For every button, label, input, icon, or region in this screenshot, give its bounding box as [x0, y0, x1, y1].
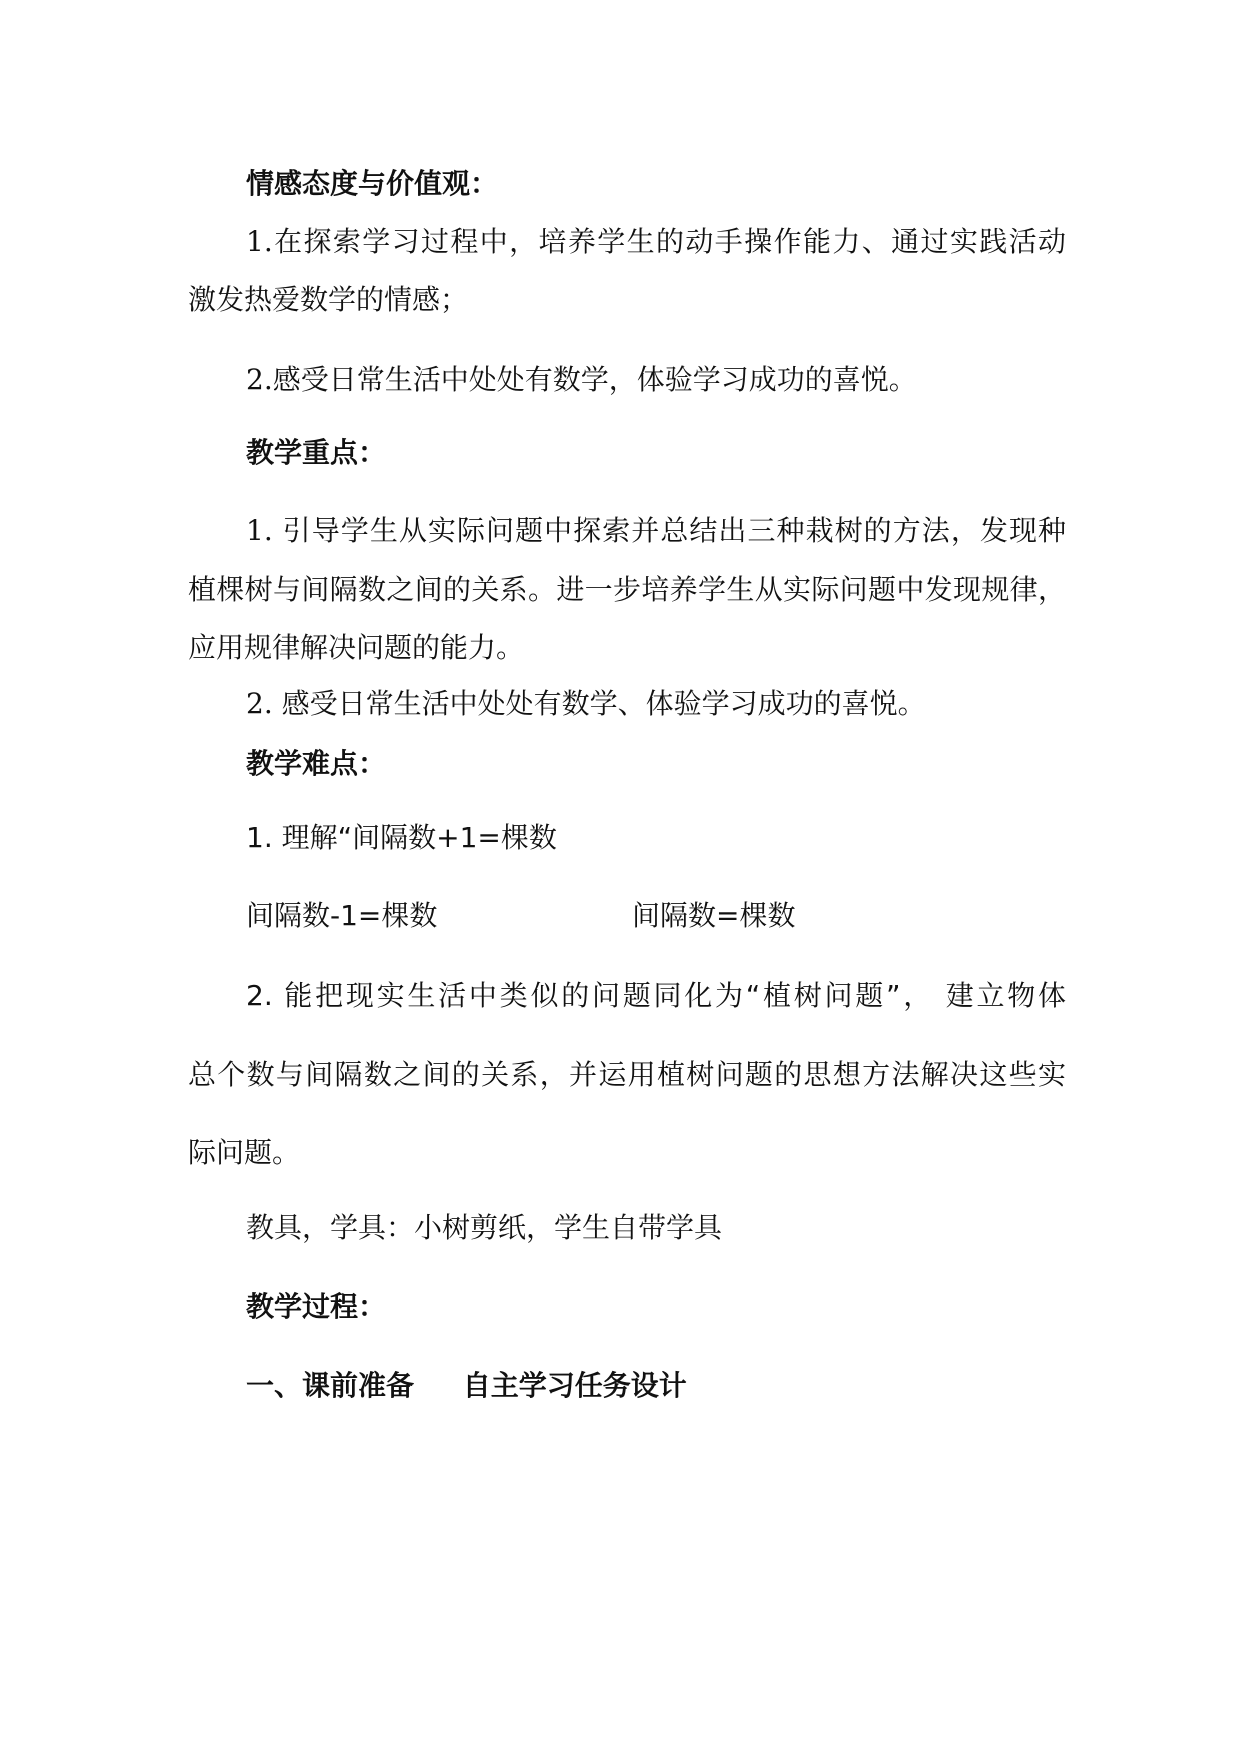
- process-step1: 一、课前准备 自主学习任务设计: [246, 1369, 687, 1402]
- tools-line: 教具，学具：小树剪纸，学生自带学具: [246, 1211, 723, 1244]
- key-points-item1-line3: 应用规律解决问题的能力。: [188, 631, 525, 664]
- attitude-item2: 2.感受日常生活中处处有数学，体验学习成功的喜悦。: [246, 363, 917, 396]
- attitude-heading: 情感态度与价值观：: [246, 167, 499, 200]
- process-heading: 教学过程：: [246, 1290, 387, 1323]
- difficulties-item2-line2: 总个数与间隔数之间的关系，并运用植树问题的思想方法解决这些实: [188, 1058, 1066, 1091]
- difficulties-item2-line1: 2. 能把现实生活中类似的问题同化为“植树问题”， 建立物体: [246, 979, 1066, 1012]
- difficulties-item1: 1. 理解“间隔数+1=棵数: [246, 821, 557, 854]
- formula-left: 间隔数-1=棵数: [246, 899, 438, 932]
- key-points-item2: 2. 感受日常生活中处处有数学、体验学习成功的喜悦。: [246, 687, 926, 720]
- formula-right: 间隔数=棵数: [632, 899, 796, 932]
- difficulties-heading: 教学难点：: [246, 747, 387, 780]
- attitude-item1-line2: 激发热爱数学的情感；: [188, 283, 469, 316]
- difficulties-item2-line3: 际问题。: [188, 1136, 301, 1169]
- key-points-item1-line1: 1. 引导学生从实际问题中探索并总结出三种栽树的方法，发现种: [246, 514, 1066, 547]
- key-points-item1-line2: 植棵树与间隔数之间的关系。进一步培养学生从实际问题中发现规律，: [188, 573, 1066, 606]
- attitude-item1-line1: 1.在探索学习过程中，培养学生的动手操作能力、通过实践活动: [246, 225, 1066, 258]
- key-points-heading: 教学重点：: [246, 436, 387, 469]
